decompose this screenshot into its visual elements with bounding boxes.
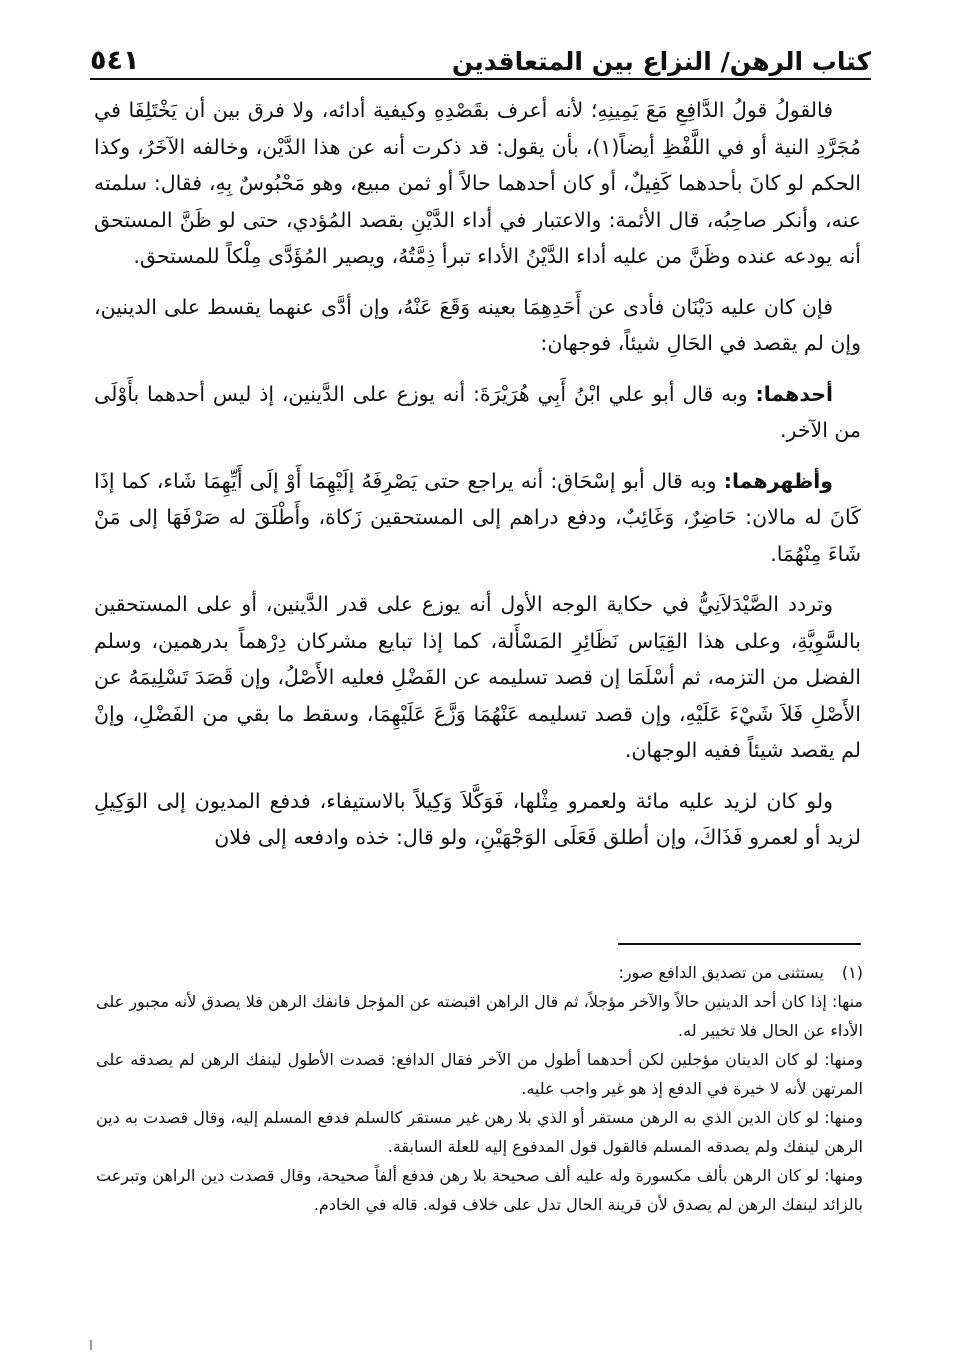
footnote-heading bbox=[96, 958, 863, 987]
page-number: ٥٤١ bbox=[90, 45, 140, 76]
footnotes bbox=[96, 958, 863, 1219]
running-title: كتاب الرهن/ النزاع بين المتعاقدين bbox=[451, 47, 871, 76]
paragraph bbox=[94, 463, 861, 573]
paragraph bbox=[94, 376, 861, 449]
main-text bbox=[94, 92, 861, 870]
page-header bbox=[90, 30, 871, 74]
paragraph-text: وتردد الصَّيْدَلاَنِيُّ في حكاية الوجه الأول أنه يوزع على قدر الدَّينين، أو على المستحقين بالسَّوِيَّةِ، وعلى هذا القِيَاس نَظَائِرِ المَسْأَلة، كما إذا تبايع مشركان دِرْهماً بدرهمين، وسلم الفضل من التزمه، ثم أسْلَمَا إن قصد تسليمه عن الفَضْلِ فعليه الأَصْلُ، وإن قَصَدَ تَسْلِيمَهُ عن الأَصْلِ فَلاَ شَيْءَ عَلَيْهِ، وإن قصد تسليمه عَنْهُمَا وَزَّعَ عَلَيْهِمَا، وسقط ما بقي من الفَضْلِ، وإنْ لم يقصد شيئاً ففيه الوجهان. bbox=[94, 592, 861, 762]
paragraph-text: فإن كان عليه دَيْنَان فأدى عن أَحَدِهِمَا بعينه وَقَعَ عَنْهُ، وإن أدَّى عنهما يقسط على الدينين، وإن لم يقصد في الحَالِ شيئاً، فوجهان: bbox=[94, 294, 861, 355]
paragraph-text: وبه قال أبو إسْحَاق: أنه يراجع حتى يَصْرِفَهُ إلَيْهِمَا أَوْ إلَى أَيِّهِمَا شَاء، كما إذَا كَانَ له مالان: حَاضِرٌ، وَغَائِبٌ، ودفع دراهم إلى المستحقين زَكاة، وأَطْلَقَ له صَرْفَهَا إلى مَنْ شَاءَ مِنْهُمَا. bbox=[94, 468, 861, 566]
footnote-item: منها: إذا كان أحد الدينين حالاً والآخر مؤجلاً، ثم قال الراهن اقبضته عن المؤجل فانفك الرهن فلا يصدق لأنه مجبور على الأداء عن الحال فلا تخيير له. bbox=[96, 992, 863, 1040]
paragraph bbox=[94, 586, 861, 769]
paragraph-text: فالقولُ قولُ الدَّافِعِ مَعَ يَمِينِهِ؛ لأنه أعرف بقَصْدِهِ وكيفية أدائه، ولا فرق بين أن يَخْتَلِفَا في مُجَرَّدِ النية أو في اللَّفْظِ أيضاً(١)، بأن يقول: قد ذكرت أنه عن هذا الدَّيْن، وخالفه الآخَرُ، وكذا الحكم لو كانَ بأحدهما كَفِيلٌ، أو كان أحدهما حالاً أو ثمن مبيع، وهو مَحْبُوسٌ بِهِ، فقال: سلمته عنه، وأنكر صاحِبُه، قال الأئمة: والاعتبار في أداء الدَّيْنِ بقصد المُؤدي، حتى لو ظَنَّ المستحق أنه يودعه عنده وظَنَّ من عليه أداء الدَّيْنُ الأداء تبرأ ذِمَّتُهُ، ويصير المُؤَدَّى مِلْكاً للمستحق. bbox=[94, 98, 861, 268]
paragraph bbox=[94, 289, 861, 362]
footnote-item: ومنها: لو كان الدين الذي به الرهن مستقر أو الذي بلا رهن غير مستقر كالسلم فدفع المسلم إليه، وقال قصدت به دين الرهن لينفك ولم يصدقه المسلم فالقول قول المدفوع إليه للعلة السابقة. bbox=[96, 1108, 863, 1156]
paragraph-lead: وأظهرهما: bbox=[723, 468, 833, 493]
footnote-divider bbox=[618, 943, 861, 945]
scan-mark bbox=[90, 1340, 92, 1350]
paragraph-lead: أحدهما: bbox=[755, 381, 833, 406]
footnote-item: ومنها: لو كان الدينان مؤجلين لكن أحدهما أطول من الآخر فقال الدافع: قصدت الأطول لينفك الرهن لم يصدقه على المرتهن لأنه لا خيرة في الدفع إذ هو غير واجب عليه. bbox=[96, 1050, 863, 1098]
footnote-item: ومنها: لو كان الرهن بألف مكسورة وله عليه ألف صحيحة بلا رهن فدفع ألفاً صحيحة، وقال قصدت دين الراهن وتبرعت بالزائد لينفك الرهن لم يصدق لأن قرينة الحال تدل على خلاف قوله. قاله في الخادم. bbox=[96, 1166, 863, 1214]
footnote-intro: يستثنى من تصديق الدافع صور: bbox=[618, 963, 824, 982]
footnote-number: (١) bbox=[841, 963, 863, 982]
paragraph-text: ولو كان لزيد عليه مائة ولعمرو مِثْلها، فَوَكَّلاَ وَكِيلاً بالاستيفاء، فدفع المديون إلى الوَكِيلِ لزيد أو لعمرو فَذَاكَ، وإن أطلق فَعَلَى الوَجْهَيْنِ، ولو قال: خذه وادفعه إلى فلان bbox=[94, 788, 861, 849]
header-divider bbox=[90, 78, 871, 80]
paragraph bbox=[94, 92, 861, 275]
paragraph bbox=[94, 783, 861, 856]
paragraph-text: وبه قال أبو علي ابْنُ أَبِي هُرَيْرَةَ: أنه يوزع على الدَّينين، إذ ليس أحدهما بأَوْلَى من الآخر. bbox=[94, 381, 861, 442]
